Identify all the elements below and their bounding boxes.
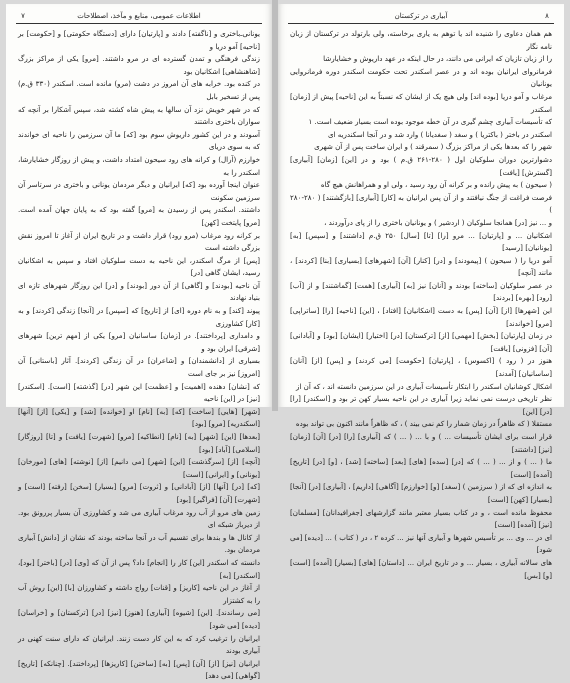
text-line: های سالانه آبیاری ، بسیار ... و در تاریخ ایران ... [داستان] [های] [بسیار] [آمده] [است] [و] [بس]: [290, 557, 552, 580]
text-line: [که] [در] [آنها] [از] [آبادانی] و [ثروت] [مرو] [بسیار] [سخن] [رفته] [است] و [شهرت] [آن] [فراگیر] [بود]: [18, 482, 260, 504]
right-page-number: ۸: [545, 12, 549, 20]
right-header-rule: [288, 23, 554, 24]
text-line: بر کرانه رود مرغاب (مرو رود) قرار داشت و در تاریخ ایران از آغاز تا امروز نقش بزرگی داشته است: [18, 230, 260, 253]
right-page-running-title: آبیاری در ترکستان: [394, 12, 448, 20]
text-line: به اندازه ای که از ( سرزمین ) [سغد] [و] [خوارزم] [آگاهی] [داریم] ، [آبیاری] [در] [آنجا] [بسیار] [کهن] [است]: [290, 482, 552, 504]
text-line: قرار است برای ایشان تأسیسات ... ) و با ... ( ... ) که [آبیاری] [را] [در] [آن] [زمان] [نیز] [داشتند]: [290, 432, 552, 454]
text-line: که در شهر خویش نزد آن سالها به پیش شاه کشته شد، سپس آشکارا بر آنچه که سواران باختری داشتند: [18, 104, 260, 127]
text-line: ایرانیان [نیز] [از] [آن] [پس] [به] [ساختن] [کاریزها] [پرداختند]. [چنانکه] [تاریخ] [گواهی] [می دهد]: [18, 658, 260, 681]
left-page-header: [16, 10, 262, 22]
text-line: [شهر] [هایی] [ساخت] [که] [به] [نام] او [خوانده] [شد] و [یکی] [از] [آنها] [اسکندریه] [مرو] [بود]: [18, 406, 260, 429]
text-line: که [نشان] دهنده [اهمیت] و [عظمت] این شهر [در] [گذشته] [است]. [اسکندر] [نیز] در [این] ناحیه: [18, 381, 260, 404]
text-line: زمین های مرو از آب رود مرغاب آبیاری می شد و کشاورزی آن بسیار پررونق بود. از دیرباز شبکه ای: [18, 507, 260, 530]
text-line: آن ناحیه [بودند] و [گاهی] از آن دور [بودند] و [در] این روزگار شهرهای تازه ای بنیاد نهادند: [18, 280, 260, 303]
text-line: و ... نیز [در] همانجا سلوکیان ( اردشیر ) و یونانیان باختری را از پای درآوردند ،: [324, 217, 552, 227]
text-line: خوارزم (آرال) و کرانه های رود سیحون امتداد داشت، و پیش از روزگار خشایارشا، اسکندر را به: [18, 154, 260, 177]
right-page-body: [290, 28, 552, 580]
text-line: [می رساندند]. [این] [شیوه] [آبیاری] [هنوز] [نیز] [در] [ترکستان] و [خراسان] [دیده] [می شود]: [18, 608, 260, 630]
text-line: دانسته که اسکندر [این] کار را [انجام] داد؟ پس از آن که [وی] [در] [باختر] [بود]، [اسکندر] [به]: [18, 557, 260, 580]
text-line: پیوند [کند] و به نام دوره [ای] از [تاریخ] که [سپس] در [آنجا] زندگی [کردند] و به [کار] کشاورزی: [18, 306, 260, 328]
text-line: هنوز در ( رود ) [اکسوس] ، [پارتیان] [حکومت] [می کردند] و [پس] [از] [آنان] [ساسانیان] [آمدند]: [290, 356, 552, 379]
text-line: ای در ... وی ... بر تأسیس شهرها و آبیاری آنها نیز ... کرده ۲ ، در ( کتاب ) ... [دیده] [می شود]: [290, 532, 552, 555]
text-line: مستقلا ( که ظاهراً در زمان شمار را کم نمی بیند ) ، که ظاهراً مانند اکنون بی تواند بوده: [295, 419, 552, 429]
text-line: [پس] از مرگ اسکندر، این ناحیه به دست سلوکیان افتاد و سپس به اشکانیان رسید، ایشان گاهی [در]: [18, 255, 260, 278]
text-line: اشکال کوشانیان اسکندر را ابتکار تأسیسات آبیاری در این سرزمین دانسته اند ، که آن از: [296, 381, 552, 391]
text-line: و دامداری [پرداختند]. در [زمان] ساسانیان [مرو] یکی از [مهم ترین] شهرهای [شرقی] ایران بود و: [18, 331, 260, 353]
text-line: آسودند و در این کشور داریوش سوم بود [که] ما آن سرزمین را ناحیه ای خواندند که به سوی دریای: [18, 129, 260, 152]
text-line: فرصت فراغت از جنگ نیافتند و از آن پس ایرانیان به [کار] [آبیاری] [بازگشتند] ( ۲۸۰-۲۸۰ ): [290, 192, 552, 215]
text-line: در کنده بود. خرابه های آن امروز در دشت (مرو) مانده است. اسکندر (۳۳۰ ق.م) پس از تسخیر بابل: [18, 79, 260, 101]
text-line: هم همان دعاوی را شنیده اند یا توهم به یاری برخاسته، ولی بارتولد در ترکستان از زبان نامه نگار: [290, 29, 552, 51]
text-line: فرمانروای ایرانیان بوده اند و در عصر اسکندر تحت حکومت اسکندر دوره فرمانروایی یونانیان: [290, 66, 552, 89]
text-line: دشوارترین دوران سلوکیان اول ( ۲۸۰-۲۶۱ ق.م ) بود و در [این] [زمان] [آبیاری] [گسترش] [یافت]: [290, 154, 552, 177]
text-line: بسیاری از [دانشمندان] و [شاعران] در آن زندگی [کردند]. آثار [باستانی] آن [امروز] نیز بر جای است: [18, 356, 260, 379]
text-line: از کانال ها و بندها برای تقسیم آب در آنجا ساخته بودند که نشان از [دانش] آبیاری مردمان بود.: [18, 532, 260, 555]
text-line: ما ( ... ) و از ... ( ... ) که [در] [سده] [های] [بعد] [ساخته] [شد] ، [و] [در] [تاریخ] [آمده] [است]: [290, 457, 552, 479]
text-line: در زمان [پارتیان] [بخش] [مهمی] [از] [ترکستان] [در] [اختیار] [ایشان] [بود] و [آبادانی] [آن] [فزونی] [یافت]: [290, 331, 552, 353]
text-line: محفوظ مانده است ، و در کتاب بسیار معتبر مانند گزارشهای [جغرافیدانان] [مسلمان] [نیز] [آمده] [است]: [290, 507, 552, 530]
text-line: [آنچه] [از] [سرگذشت] [این] [شهر] [می دانیم] [از] [نوشته] [های] [مورخان] [یونانی] و [ایرانی] [است]: [18, 457, 260, 479]
text-line: ( سیحون ) به پیش رانده و بر کرانه آن رود رسید ، ولی او و همراهانش هیچ گاه: [320, 180, 552, 190]
left-page-number: ۷: [21, 12, 25, 20]
text-line: شهر را که بعدها یکی از مراکز بزرگ ( سمرقند ) و ایران ساخت پس از آن شهری: [314, 142, 552, 152]
text-line: این [شهرها] [از] [آن] [پس] به دست [اشکانیان] [افتاد] ، [این] [ناحیه] [را] [ساتراپی] [مرو] [خواندند]: [290, 306, 552, 328]
right-page-header: [288, 10, 554, 22]
text-line: نظر تاریخی درست نمی نماید زیرا آبیاری در این ناحیه بسیار کهن تر بود و [اسکندر] [را] [در] [این]: [290, 394, 552, 416]
text-line: داشتند. اسکندر پس از رسیدن به [مرو] گفته بود که به پایان جهان آمده است. [مرو] پایتخت [کهن]: [18, 205, 260, 227]
text-line: که تأسیسات آبیاری چشم گیری در آن خطه موجود بوده است بسیار ضعیف است. ۱: [308, 117, 552, 127]
text-line: در عصر سلوکیان [ساخته] بودند و [آنان] نیز [به] [آبیاری] [همت] [گماشتند] و از [آب] [رود] [بهره] [بردند]: [290, 280, 552, 303]
right-page: [278, 4, 564, 580]
text-line: عنوان اینجا آورده بود [که] ایرانیان و دیگر مردمان یونانی و باختری در سرتاسر آن سرزمین سکونت: [18, 180, 260, 202]
text-line: از آغاز در این ناحیه [کاریز] و [قنات] رواج داشته و کشاورزان [با] [این] روش آب را به کشتزار: [18, 583, 260, 605]
text-line: آمو دریا را ( سیحون ) [پیمودند] و [در] [کنار] [آن] [شهرهای] [بسیاری] [بنا] [کردند] ، مانند [آنچه]: [290, 255, 552, 278]
text-line: اشکانیان ... و [پارتیان] ... مرو [را] [تا] [سال] ۲۵۰ ق.م [داشتند] و [سپس] [به] [یونانیان] [رسید]: [290, 230, 552, 253]
left-page: [6, 4, 272, 681]
text-line: زندگی فرهنگی و تمدن گسترده ای در مرو داشتند. [مرو] یکی از مراکز بزرگ [شاهنشاهی] اشکانیان بود: [18, 54, 260, 76]
text-line: [بعدها] [این] [شهر] [به] [نام] [انطاکیه] [مرو] [شهرت] [یافت] و [تا] [روزگار] [اسلامی] [آباد] [بود]: [18, 432, 260, 454]
left-header-rule: [16, 23, 262, 24]
text-line: ایرانیان را ترغیب کرد که به این کار دست زنند. ایرانیان که دارای سنت کهنی در آبیاری بودند: [18, 633, 260, 656]
text-line: را از زبان تازیان که ایرانی می دانند، در حال اینکه در عهد داریوش و خشایارشا: [323, 54, 552, 64]
left-page-running-title: اطلاعات عمومی، منابع و مآخذ، اصطلاحات: [77, 12, 201, 20]
text-line: مرغاب و آمو دریا [بوده اند] ولی هیچ یک از ایشان که نسبتاً به این [ناحیه] پیش از [زمان] اسکندر: [290, 91, 552, 114]
left-page-body: [18, 28, 260, 681]
text-line: اسکندر در باختر ( باکتریا ) و سغد ( سغدیانا ) وارد شد و در آنجا اسکندریه ای: [327, 129, 552, 139]
text-line: یونانی‌ـ‌باختری و [ناگفته] دادند و [پارتیان] دارای [دستگاه حکومتی] و [حکومت] بر [ناحیه] آمو دریا و: [18, 29, 260, 51]
